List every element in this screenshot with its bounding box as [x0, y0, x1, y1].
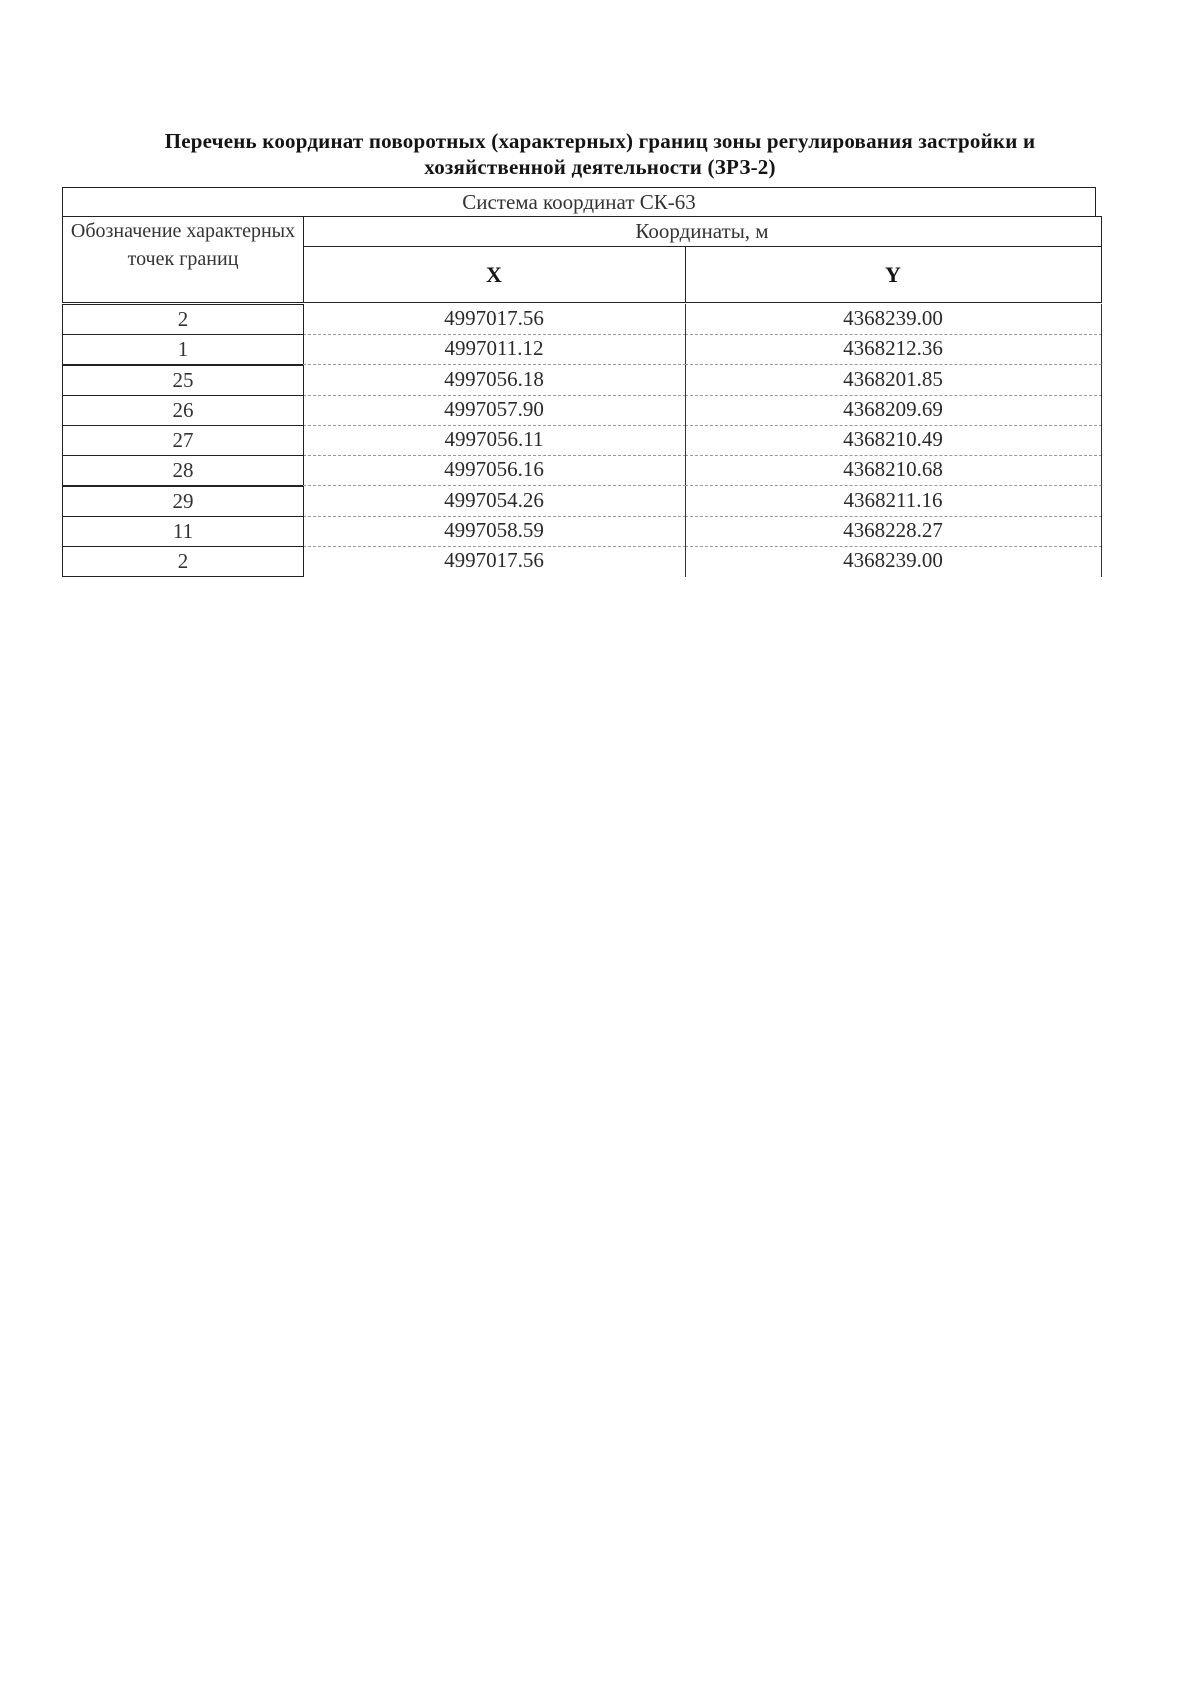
table-row — [62, 425, 1102, 455]
document-title-line-1: Перечень координат поворотных (характерных) границ зоны регулирования застройки и — [164, 129, 1036, 153]
table-row — [62, 395, 1102, 425]
table-body — [62, 304, 1102, 577]
x-cell: 4997056.11 — [303, 425, 686, 456]
table-row — [62, 516, 1102, 546]
x-cell: 4997017.56 — [303, 546, 686, 577]
y-cell: 4368239.00 — [685, 304, 1102, 335]
x-cell: 4997054.26 — [303, 486, 686, 517]
point-cell: 28 — [62, 455, 304, 486]
y-cell: 4368201.85 — [685, 365, 1102, 396]
x-cell: 4997017.56 — [303, 304, 686, 335]
point-cell: 2 — [62, 304, 304, 335]
point-cell: 26 — [62, 395, 304, 426]
point-cell: 1 — [62, 334, 304, 365]
x-cell: 4997011.12 — [303, 334, 686, 365]
table-header — [62, 216, 1102, 303]
y-cell: 4368210.49 — [685, 425, 1102, 456]
x-cell: 4997057.90 — [303, 395, 686, 426]
table-row — [62, 455, 1102, 485]
table-row — [62, 546, 1102, 576]
document-title — [60, 128, 1140, 180]
x-cell: 4997058.59 — [303, 516, 686, 547]
y-cell: 4368210.68 — [685, 455, 1102, 486]
y-cell: 4368239.00 — [685, 546, 1102, 577]
coordinate-system-label: Система координат СК-63 — [62, 187, 1096, 216]
point-cell: 27 — [62, 425, 304, 456]
y-cell: 4368209.69 — [685, 395, 1102, 426]
coordinates-header: Координаты, м — [303, 216, 1102, 246]
document-title-line-2: хозяйственной деятельности (ЗРЗ-2) — [424, 155, 776, 179]
table-row — [62, 486, 1102, 516]
table-row — [62, 365, 1102, 395]
point-cell: 25 — [62, 365, 304, 396]
y-column-header: Y — [685, 246, 1102, 303]
x-column-header: X — [303, 246, 686, 303]
point-designation-header: Обозначение характерных точек границ — [62, 216, 304, 303]
x-cell: 4997056.18 — [303, 365, 686, 396]
y-cell: 4368212.36 — [685, 334, 1102, 365]
y-cell: 4368228.27 — [685, 516, 1102, 547]
x-cell: 4997056.16 — [303, 455, 686, 486]
point-cell: 11 — [62, 516, 304, 547]
point-cell: 2 — [62, 546, 304, 577]
y-cell: 4368211.16 — [685, 486, 1102, 517]
point-cell: 29 — [62, 486, 304, 517]
table-row — [62, 334, 1102, 364]
table-row — [62, 304, 1102, 334]
